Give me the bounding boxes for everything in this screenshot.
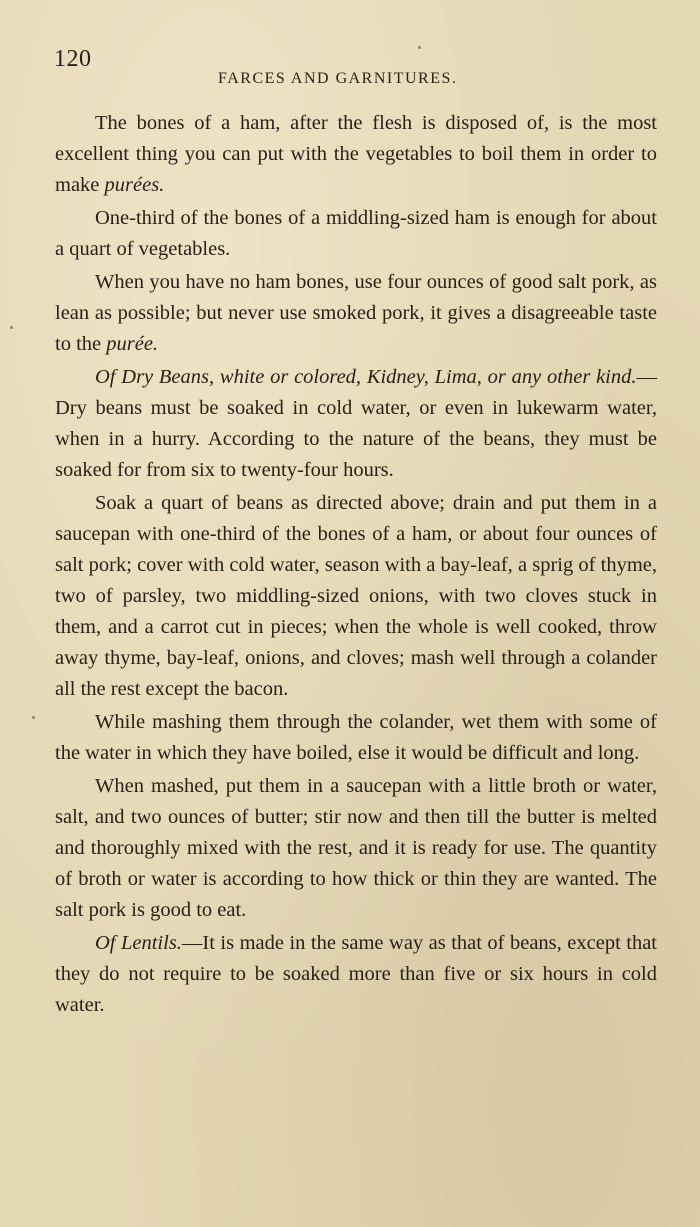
paper-speck: [32, 716, 35, 719]
paragraph: [55, 108, 657, 201]
paragraph-text: Soak a quart of beans as directed above; drain and put them in a saucepan with one-third of the bones of a ham, or about four ounces of salt pork; cover with cold water, season with a bay-leaf, a sprig of thyme, two of parsley, two middling-sized onions, with two cloves stuck in them, and a carrot cut in pieces; when the whole is well cooked, throw away thyme, bay-leaf, onions, and cloves; mash well through a colander all the rest except the bacon.: [55, 492, 657, 700]
italic-text: Of Dry Beans, white or colored, Kidney, Lima, or any other kind.: [95, 366, 637, 388]
paragraph: [55, 267, 657, 360]
paragraph-text: When mashed, put them in a saucepan with a little broth or water, salt, and two ounces of butter; stir now and then till the butter is melted and thoroughly mixed with the rest, and it is ready for use. The quantity of broth or water is according to how thick or thin they are wanted. The salt pork is good to eat.: [55, 775, 657, 921]
body-text: [55, 108, 657, 1023]
italic-text: Of Lentils.: [95, 932, 182, 954]
paragraph-text: —It is made in the same way as that of beans, except that they do not require to be soaked more than five or six hours in cold water.: [55, 932, 657, 1016]
page-number: 120: [54, 46, 92, 72]
paragraph-text: —Dry beans must be soaked in cold water, or even in lukewarm water, when in a hurry. According to the nature of the beans, they must be soaked for from six to twenty-four hours.: [55, 366, 657, 481]
paper-speck: [418, 46, 421, 49]
paragraph-text: The bones of a ham, after the flesh is disposed of, is the most excellent thing you can put with the vegetables to boil them in order to make: [55, 112, 657, 196]
paragraph-text: When you have no ham bones, use four ounces of good salt pork, as lean as possible; but never use smoked pork, it gives a disagreeable taste to the: [55, 271, 657, 355]
paper-speck: [10, 326, 13, 329]
running-head: FARCES AND GARNITURES.: [218, 70, 458, 87]
paragraph-text: While mashing them through the colander, wet them with some of the water in which they have boiled, else it would be difficult and long.: [55, 711, 657, 764]
paragraph: [55, 771, 657, 926]
italic-text: purée.: [106, 333, 159, 355]
paragraph: [55, 488, 657, 705]
paragraph: [55, 362, 657, 486]
paragraph: [55, 707, 657, 769]
italic-text: purées.: [104, 174, 165, 196]
paragraph-text: One-third of the bones of a middling-sized ham is enough for about a quart of vegetables.: [55, 207, 657, 260]
paragraph: [55, 928, 657, 1021]
paragraph: [55, 203, 657, 265]
